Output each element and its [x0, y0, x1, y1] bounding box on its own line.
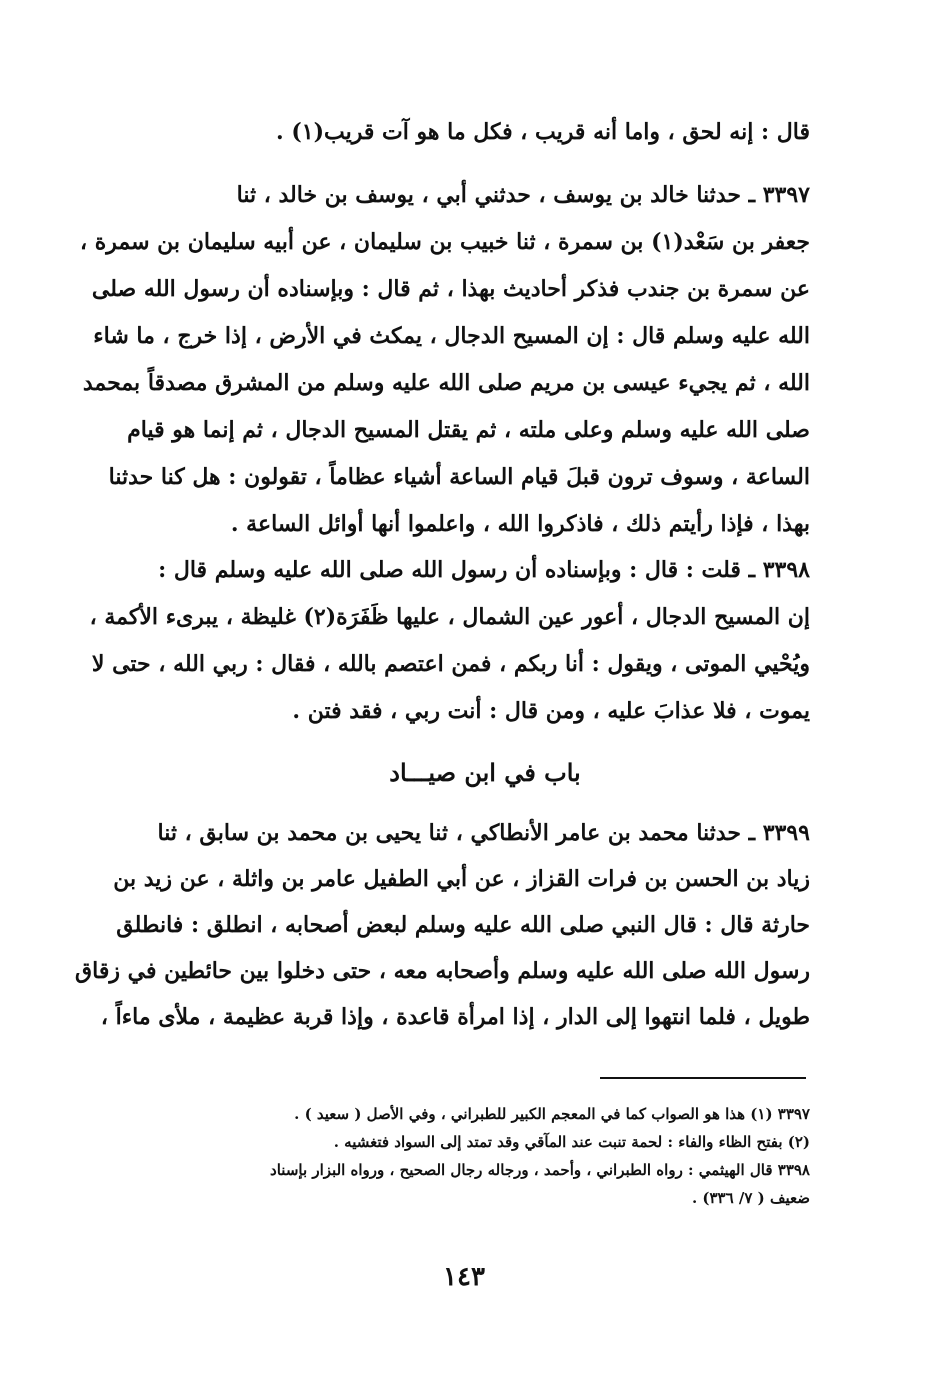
hadith-line: عن سمرة بن جندب فذكر أحاديث بهذا ، ثم قال : وبإسناده أن رسول الله صلى — [91, 276, 810, 302]
hadith-line: ويُحْيي الموتى ، ويقول : أنا ربكم ، فمن اعتصم بالله ، فقال : ربي الله ، حتى لا — [91, 651, 810, 677]
footnote-line: ضعيف ( ٧/ ٣٣٦) . — [691, 1189, 810, 1207]
footnotes — [160, 1100, 810, 1212]
intro-paragraph — [160, 112, 810, 152]
footnote-line: ٣٣٩٨ قال الهيثمي : رواه الطبراني ، وأحمد ، ورجاله رجال الصحيح ، ورواه البزار بإسناد — [270, 1161, 810, 1179]
hadith-3399 — [75, 810, 810, 1040]
hadith-line: الله ، ثم يجيء عيسى بن مريم صلى الله عليه وسلم من المشرق مصدقاً بمحمد — [82, 370, 810, 396]
hadith-line: ٣٣٩٨ ـ قلت : قال : وبإسناده أن رسول الله صلى الله عليه وسلم قال : — [158, 557, 810, 583]
hadith-3398 — [89, 547, 810, 735]
hadith-line: ٣٣٩٩ ـ حدثنا محمد بن عامر الأنطاكي ، ثنا يحيى بن محمد بن سابق ، ثنا — [157, 820, 810, 846]
footnote-line: (٢) بفتح الظاء والفاء : لحمة تنبت عند المآقي وقد تمتد إلى السواد فتغشيه . — [333, 1133, 810, 1151]
hadith-line: طويل ، فلما انتهوا إلى الدار ، إذا امرأة قاعدة ، وإذا قربة عظيمة ، ملأى ماءاً ، — [100, 1004, 810, 1030]
hadith-line: الساعة ، وسوف ترون قبلَ قيام الساعة أشياء عظاماً ، تقولون : هل كنا حدثنا — [108, 464, 810, 490]
hadith-line: جعفر بن سَعْد(١) بن سمرة ، ثنا خبيب بن سليمان ، عن أبيه سليمان بن سمرة ، — [79, 229, 810, 255]
hadith-line: صلى الله عليه وسلم وعلى ملته ، ثم يقتل المسيح الدجال ، ثم إنما هو قيام — [127, 417, 810, 443]
hadith-3397 — [79, 172, 810, 548]
page-number: ١٤٣ — [443, 1262, 485, 1292]
hadith-number: ٣٣٩٧ — [762, 182, 810, 208]
footnote-line: ٣٣٩٧ (١) هذا هو الصواب كما في المعجم الكبير للطبراني ، وفي الأصل ( سعيد ) . — [294, 1105, 810, 1123]
hadith-line: ٣٣٩٧ ـ حدثنا خالد بن يوسف ، حدثني أبي ، يوسف بن خالد ، ثنا — [236, 182, 810, 208]
hadith-line: رسول الله صلى الله عليه وسلم وأصحابه معه ، حتى دخلوا بين حائطين في زقاق — [75, 958, 810, 984]
hadith-number: ٣٣٩٨ — [762, 557, 810, 583]
intro-line: قال : إنه لحق ، واما أنه قريب ، فكل ما هو آت قريب(١) . — [276, 119, 810, 145]
hadith-line: يموت ، فلا عذابَ عليه ، ومن قال : أنت ربي ، فقد فتن . — [292, 698, 810, 724]
chapter-heading: باب في ابن صيـــاد — [389, 758, 581, 787]
hadith-line: زياد بن الحسن بن فرات القزاز ، عن أبي الطفيل عامر بن واثلة ، عن زيد بن — [113, 866, 810, 892]
hadith-line: الله عليه وسلم قال : إن المسيح الدجال ، يمكث في الأرض ، إذا خرج ، ما شاء — [93, 323, 810, 349]
hadith-line: إن المسيح الدجال ، أعور عين الشمال ، عليها ظَفَرَة(٢) غليظة ، يبرىء الأكمة ، — [89, 604, 810, 630]
hadith-line: بهذا ، فإذا رأيتم ذلك ، فاذكروا الله ، واعلموا أنها أوائل الساعة . — [230, 511, 810, 537]
hadith-number: ٣٣٩٩ — [762, 820, 810, 846]
hadith-line: حارثة قال : قال النبي صلى الله عليه وسلم لبعض أصحابه ، انطلق : فانطلق — [116, 912, 810, 938]
footnote-divider — [600, 1077, 806, 1079]
